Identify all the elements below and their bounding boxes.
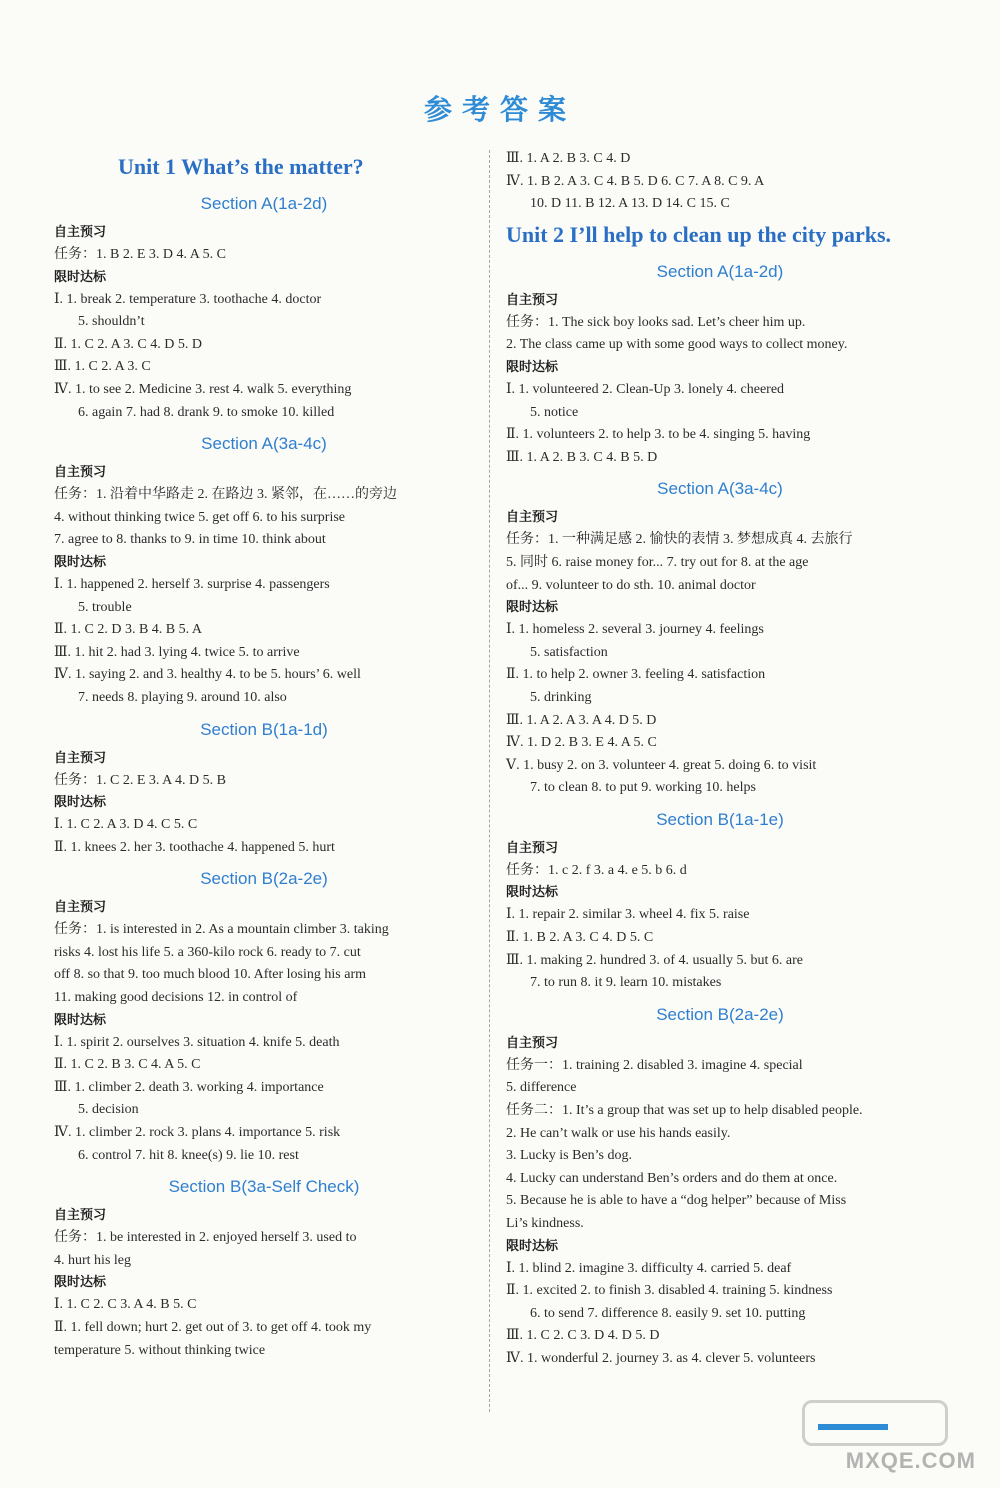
answer-line: 5. difference [506,1080,577,1096]
answer-line: Ⅳ. 1. to see 2. Medicine 3. rest 4. walk 5. everything [54,381,352,397]
section-title: Section B(2a-2e) [200,869,328,889]
watermark-text: MXQE.COM [845,1448,976,1473]
block-label: 自主预习 [54,465,107,481]
watermark-logo-icon [802,1400,948,1446]
answer-line: Ⅰ. 1. repair 2. similar 3. wheel 4. fix 5. raise [506,907,750,923]
block-label: 自主预习 [506,1035,559,1051]
right-column [506,148,934,1371]
block-label: 限时达标 [54,554,107,570]
answer-line: 任务二：1. It’s a group that was set up to help disabled people. [506,1103,863,1119]
answer-line: Ⅲ. 1. C 2. C 3. D 4. D 5. D [506,1328,660,1344]
answer-line: of... 9. volunteer to do sth. 10. animal doctor [506,577,756,593]
answer-line: 5. notice [530,404,579,420]
answer-line: 11. making good decisions 12. in control of [54,990,298,1006]
block-label: 自主预习 [506,840,559,856]
answer-line: Ⅰ. 1. C 2. C 3. A 4. B 5. C [54,1297,197,1313]
answer-line: Ⅱ. 1. B 2. A 3. C 4. D 5. C [506,930,654,946]
answer-line: Ⅲ. 1. C 2. A 3. C [54,359,151,375]
site-watermark [792,1402,982,1480]
answer-line: 任务：1. 沿着中华路走 2. 在路边 3. 紧邻，在……的旁边 [54,487,397,503]
answer-line: 5. decision [78,1102,139,1118]
section-title: Section A(3a-4c) [201,434,327,454]
answer-line: Li’s kindness. [506,1216,584,1231]
block-label: 限时达标 [54,1012,107,1028]
block-label: 限时达标 [54,269,107,285]
answer-line: Ⅱ. 1. C 2. B 3. C 4. A 5. C [54,1057,201,1073]
answer-line: 6. to send 7. difference 8. easily 9. set 10. putting [530,1305,806,1321]
answer-line: 5. trouble [78,599,132,615]
answer-line: 10. D 11. B 12. A 13. D 14. C 15. C [530,196,730,212]
answer-line: 7. needs 8. playing 9. around 10. also [78,689,287,705]
answer-line: Ⅱ. 1. to help 2. owner 3. feeling 4. satisfaction [506,667,766,683]
answer-line: 2. The class came up with some good ways to collect money. [506,337,848,353]
answer-line: Ⅲ. 1. hit 2. had 3. lying 4. twice 5. to arrive [54,644,300,660]
answer-line: Ⅳ. 1. climber 2. rock 3. plans 4. importance 5. risk [54,1125,341,1141]
block-label: 自主预习 [54,900,107,916]
answer-line: 任务：1. c 2. f 3. a 4. e 5. b 6. d [506,862,687,878]
page-title: 参考答案 [423,93,576,126]
answer-line: 4. without thinking twice 5. get off 6. to his surprise [54,509,345,525]
answer-line: 任务：1. is interested in 2. As a mountain climber 3. taking [54,922,389,938]
answer-line: 5. Because he is able to have a “dog helper” because of Miss [506,1193,847,1209]
answer-line: 2. He can’t walk or use his hands easily. [506,1125,731,1141]
answer-line: Ⅱ. 1. volunteers 2. to help 3. to be 4. singing 5. having [506,427,811,443]
block-label: 限时达标 [54,1275,107,1291]
answer-line: 7. to run 8. it 9. learn 10. mistakes [530,975,722,991]
answer-line: Ⅳ. 1. D 2. B 3. E 4. A 5. C [506,735,657,751]
section-title: Section A(1a-2d) [200,194,328,213]
answer-line: off 8. so that 9. too much blood 10. After losing his arm [54,967,366,983]
answer-line: Ⅴ. 1. busy 2. on 3. volunteer 4. great 5. doing 6. to visit [506,757,817,773]
block-label: 限时达标 [506,359,559,375]
block-label: 自主预习 [506,510,559,526]
answer-line: 5. shouldn’t [78,314,145,330]
answer-line: 任务：1. The sick boy looks sad. Let’s cheer him up. [506,314,806,330]
block-label: 限时达标 [54,795,107,811]
answer-line: Ⅰ. 1. spirit 2. ourselves 3. situation 4. knife 5. death [54,1034,340,1050]
block-label: 自主预习 [54,1208,107,1224]
answer-line: Ⅲ. 1. A 2. B 3. C 4. B 5. D [506,449,658,465]
answer-line: Ⅱ. 1. excited 2. to finish 3. disabled 4. training 5. kindness [506,1283,833,1299]
block-label: 自主预习 [54,750,107,766]
section-title: Section B(2a-2e) [656,1004,784,1024]
answer-line: 任务：1. be interested in 2. enjoyed herself 3. used to [54,1230,357,1246]
section-title: Section A(1a-2d) [656,261,784,281]
section-title: Section B(3a-Self Check) [168,1177,360,1197]
answer-line: 任务：1. C 2. E 3. A 4. D 5. B [54,772,226,788]
section-title: Section B(1a-1e) [656,809,784,829]
unit-title: Unit 1 What’s the matter? [118,154,364,179]
answer-line: Ⅱ. 1. C 2. A 3. C 4. D 5. D [54,336,202,352]
answer-line: Ⅳ. 1. saying 2. and 3. healthy 4. to be 5. hours’ 6. well [54,667,361,683]
answer-line: Ⅰ. 1. volunteered 2. Clean-Up 3. lonely 4. cheered [506,381,785,397]
answer-line: 4. hurt his leg [54,1252,131,1268]
answer-line: 7. agree to 8. thanks to 9. in time 10. think about [54,532,326,548]
left-column [54,148,454,1362]
answer-line: Ⅱ. 1. C 2. D 3. B 4. B 5. A [54,622,202,638]
answer-line: Ⅰ. 1. homeless 2. several 3. journey 4. feelings [506,622,764,638]
answer-line: 7. to clean 8. to put 9. working 10. helps [530,780,756,796]
column-divider [489,150,490,1412]
answer-line: Ⅳ. 1. wonderful 2. journey 3. as 4. clever 5. volunteers [506,1350,816,1366]
block-label: 限时达标 [506,885,559,901]
answer-line: 5. drinking [530,689,592,705]
block-label: 自主预习 [54,225,107,240]
answer-line: Ⅰ. 1. happened 2. herself 3. surprise 4. passengers [54,576,330,592]
answer-line: 任务一：1. training 2. disabled 3. imagine 4. special [506,1057,803,1073]
answer-line: Ⅳ. 1. B 2. A 3. C 4. B 5. D 6. C 7. A 8. C 9. A [506,173,765,189]
answer-line: 4. Lucky can understand Ben’s orders and do them at once. [506,1170,838,1186]
answer-line: Ⅲ. 1. A 2. A 3. A 4. D 5. D [506,712,657,728]
answer-line: 5. 同时 6. raise money for... 7. try out for 8. at the age [506,554,809,570]
answer-line: Ⅱ. 1. fell down; hurt 2. get out of 3. to get off 4. took my [54,1320,372,1335]
answer-line: 任务：1. B 2. E 3. D 4. A 5. C [54,247,226,262]
answer-line: 6. control 7. hit 8. knee(s) 9. lie 10. rest [78,1147,299,1163]
answer-line: temperature 5. without thinking twice [54,1342,266,1358]
unit-title: Unit 2 I’ll help to clean up the city parks. [506,221,892,247]
answer-line: Ⅲ. 1. climber 2. death 3. working 4. importance [54,1079,324,1095]
answer-line: risks 4. lost his life 5. a 360-kilo rock 6. ready to 7. cut [54,944,361,960]
block-label: 限时达标 [506,1238,559,1254]
answer-line: Ⅰ. 1. break 2. temperature 3. toothache 4. doctor [54,291,322,307]
answer-line: Ⅲ. 1. making 2. hundred 3. of 4. usually 5. but 6. are [506,952,803,968]
answer-line: 6. again 7. had 8. drank 9. to smoke 10. killed [78,404,335,420]
answer-line: Ⅱ. 1. knees 2. her 3. toothache 4. happened 5. hurt [54,839,335,855]
answer-line: Ⅰ. 1. C 2. A 3. D 4. C 5. C [54,817,198,833]
block-label: 自主预习 [506,292,559,308]
section-title: Section A(3a-4c) [657,479,783,499]
answer-line: Ⅰ. 1. blind 2. imagine 3. difficulty 4. carried 5. deaf [506,1260,792,1276]
answer-line: 3. Lucky is Ben’s dog. [506,1148,632,1164]
section-title: Section B(1a-1d) [200,719,328,739]
block-label: 限时达标 [506,600,559,616]
answer-line: Ⅲ. 1. A 2. B 3. C 4. D [506,151,631,166]
answer-line: 任务：1. 一种满足感 2. 愉快的表情 3. 梦想成真 4. 去旅行 [506,532,853,548]
answer-line: 5. satisfaction [530,644,608,660]
